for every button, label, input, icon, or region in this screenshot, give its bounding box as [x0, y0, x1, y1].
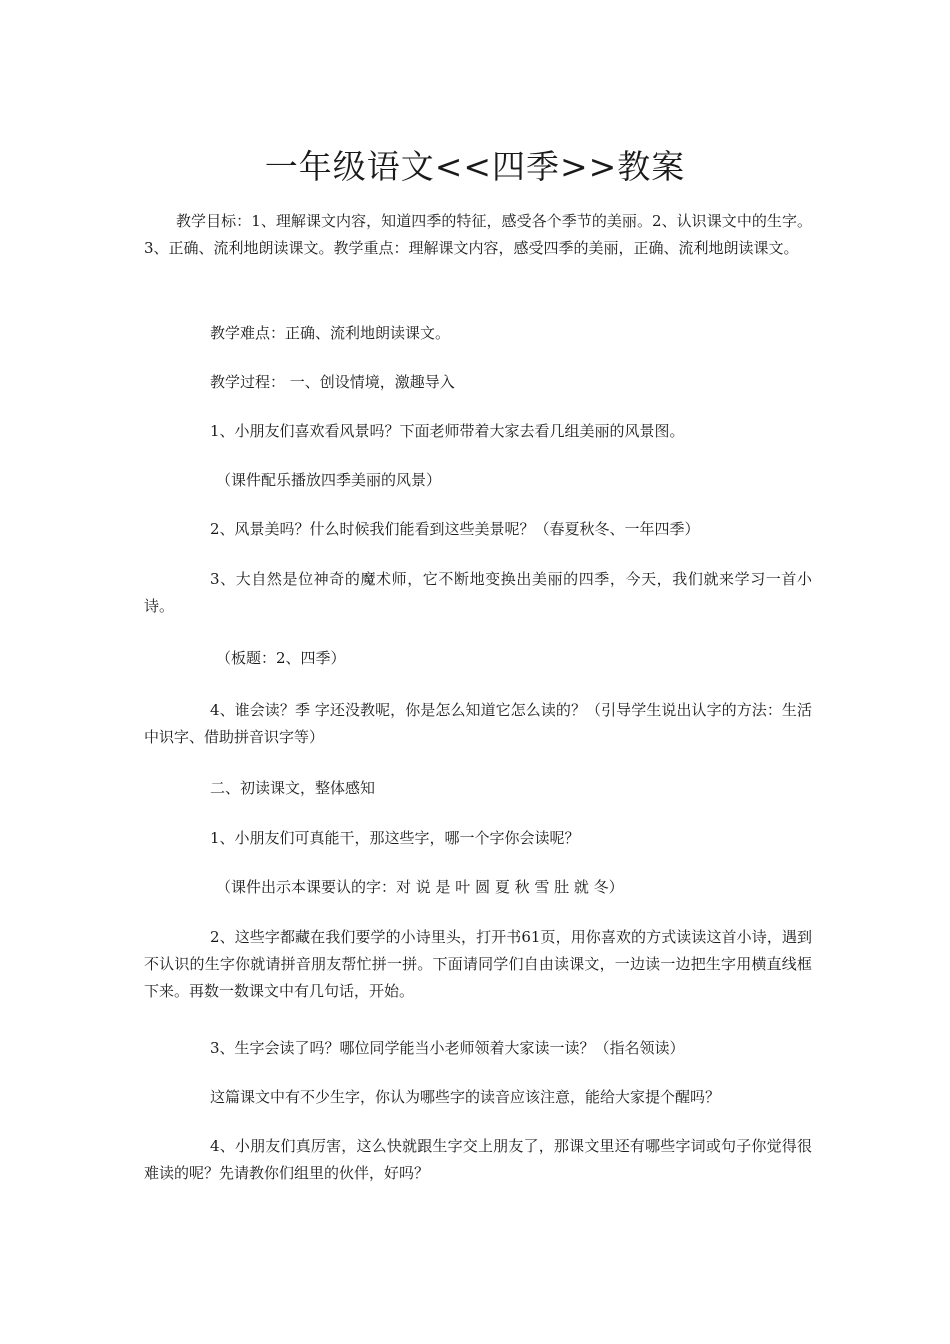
paragraph-section-2-heading: 二、初读课文，整体感知	[210, 779, 376, 797]
paragraph-section-2-step-2: 2、这些字都藏在我们要学的小诗里头，打开书61页，用你喜欢的方式读读这首小诗，遇到不认识的生字你就请拼音朋友帮忙拼一拼。下面请同学们自由读课文，一边读一边把生字用横直线框下来。再数一数课文中有几句话，开始。	[144, 928, 812, 1000]
paragraph-courseware-scenery: （课件配乐播放四季美丽的风景）	[216, 471, 442, 489]
paragraph-teaching-difficulty: 教学难点：正确、流利地朗读课文。	[210, 324, 451, 342]
paragraph-pronunciation-reminder: 这篇课文中有不少生字，你认为哪些字的读音应该注意，能给大家提个醒吗？	[210, 1088, 721, 1106]
document-title: 一年级语文<<四季>>教案	[264, 147, 686, 186]
paragraph-teaching-process: 教学过程： 一、创设情境，激趣导入	[210, 373, 455, 391]
paragraph-step-3: 3、大自然是位神奇的魔术师，它不断地变换出美丽的四季，今天，我们就来学习一首小诗。	[144, 570, 812, 615]
paragraph-step-4: 4、谁会读？季 字还没教呢，你是怎么知道它怎么读的？（引导学生说出认字的方法：生活中识字、借助拼音识字等）	[144, 701, 812, 746]
paragraph-teaching-goals: 教学目标：1、理解课文内容，知道四季的特征，感受各个季节的美丽。2、认识课文中的生字。3、正确、流利地朗读课文。教学重点：理解课文内容，感受四季的美丽，正确、流利地朗读课文。	[144, 212, 812, 257]
paragraph-courseware-characters: （课件出示本课要认的字：对 说 是 叶 圆 夏 秋 雪 肚 就 冬）	[216, 878, 624, 896]
paragraph-board-title: （板题：2、四季）	[216, 649, 346, 667]
paragraph-section-2-step-4: 4、小朋友们真厉害，这么快就跟生字交上朋友了，那课文里还有哪些字词或句子你觉得很难读的呢？先请教你们组里的伙伴，好吗？	[144, 1137, 812, 1182]
paragraph-section-2-step-3: 3、生字会读了吗？哪位同学能当小老师领着大家读一读？（指名领读）	[210, 1039, 685, 1057]
paragraph-section-2-step-1: 1、小朋友们可真能干，那这些字，哪一个字你会读呢？	[210, 829, 580, 847]
paragraph-step-1: 1、小朋友们喜欢看风景吗？下面老师带着大家去看几组美丽的风景图。	[210, 422, 685, 440]
paragraph-step-2: 2、风景美吗？什么时候我们能看到这些美景呢？（春夏秋冬、一年四季）	[210, 520, 700, 538]
